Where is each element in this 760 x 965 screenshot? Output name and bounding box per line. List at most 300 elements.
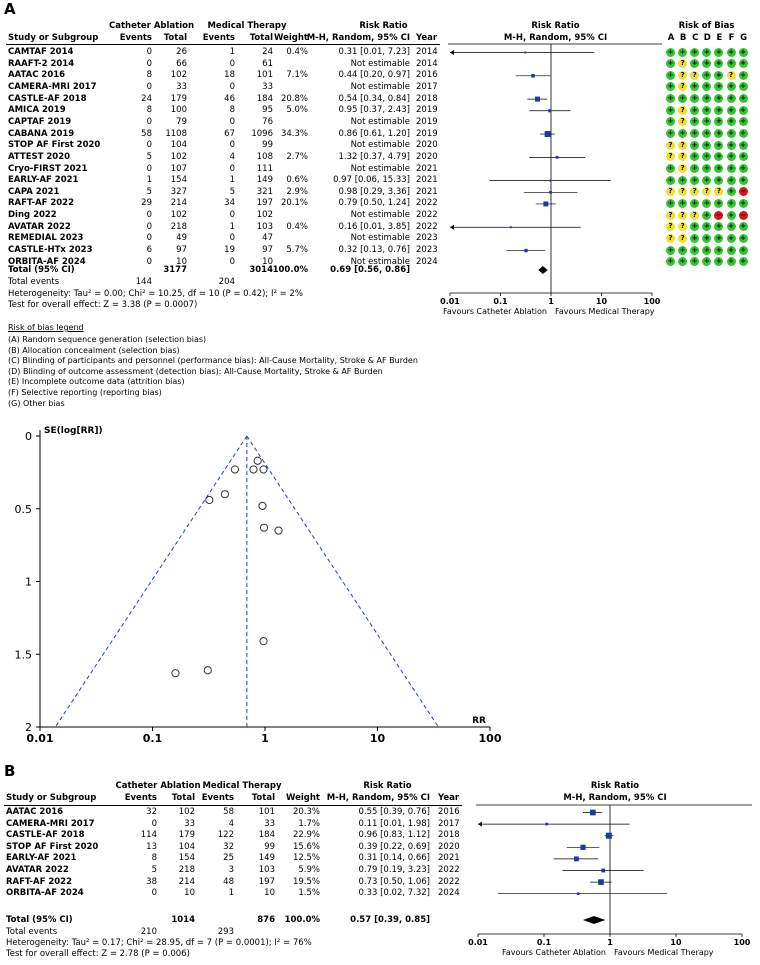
header-risk-of-bias: Risk of Bias (678, 21, 735, 31)
exp-total: 10 (176, 256, 187, 267)
weight: 5.0% (286, 105, 308, 116)
exp-events: 0 (146, 58, 152, 69)
risk-ratio-ci: Not estimable (350, 116, 410, 127)
col-year: Year (416, 33, 438, 43)
rob-unclear-risk-dot: ? (690, 71, 699, 80)
exp-total: 102 (170, 151, 187, 162)
rob-low-risk-dot: + (728, 210, 734, 219)
pooled-diamond (583, 916, 605, 924)
risk-ratio-ci: Not estimable (350, 81, 410, 92)
study-name: CASTLE-HTx 2023 (8, 245, 93, 256)
rob-low-risk-dot: + (715, 47, 722, 56)
risk-ratio-ci: Not estimable (350, 140, 410, 151)
header-b-risk-ratio-plot: Risk Ratio (590, 781, 640, 791)
rob-low-risk-dot: + (691, 233, 698, 242)
rob-low-risk-dot: + (691, 129, 698, 138)
rob-low-risk-dot: + (728, 59, 734, 68)
ctrl-events: 0 (229, 140, 235, 151)
ci-arrow (450, 50, 454, 55)
study-point (590, 810, 596, 816)
rob-low-risk-dot: + (728, 129, 734, 138)
ctrl-total: 10 (264, 888, 275, 899)
rob-low-risk-dot: + (703, 94, 710, 103)
ctrl-events: 1 (229, 175, 235, 186)
rob-low-risk-dot: + (740, 105, 747, 114)
year: 2019 (416, 128, 438, 139)
ctrl-events: 0 (229, 233, 235, 244)
risk-ratio-ci: 0.98 [0.29, 3.36] (338, 186, 410, 197)
ctrl-events: 67 (224, 128, 235, 139)
exp-total: 214 (170, 198, 187, 209)
ctrl-events: 8 (229, 105, 235, 116)
year: 2016 (416, 70, 438, 81)
rob-low-risk-dot: + (728, 245, 734, 254)
ctrl-total: 97 (262, 245, 273, 256)
weight: 0.4% (286, 221, 308, 232)
rob-low-risk-dot: + (740, 94, 747, 103)
year: 2023 (416, 233, 438, 244)
header-b-medical-therapy: Medical Therapy (202, 781, 282, 791)
study-name: CAMERA-MRI 2017 (8, 81, 97, 92)
forest-plot-a (0, 0, 760, 320)
exp-total: 179 (178, 830, 195, 841)
rob-low-risk-dot: + (703, 198, 710, 207)
rob-low-risk-dot: + (715, 117, 722, 126)
risk-ratio-ci: 0.31 [0.14, 0.66] (358, 853, 430, 864)
rob-low-risk-dot: + (715, 105, 722, 114)
study-point (549, 191, 552, 194)
ctrl-events: 58 (223, 807, 234, 817)
study-name: EARLY-AF 2021 (6, 853, 77, 864)
funnel-plot (0, 420, 520, 745)
study-name: EARLY-AF 2021 (8, 175, 79, 186)
ctrl-total: 149 (256, 175, 273, 186)
rob-low-risk-dot: + (715, 129, 722, 138)
total-events-e1-a: 144 (135, 277, 152, 287)
favours-left-label: Favours Catheter Ablation (443, 307, 547, 316)
year: 2023 (416, 245, 438, 256)
col-b-exp-events: Events (124, 793, 157, 803)
exp-events: 0 (146, 47, 152, 57)
ctrl-total: 47 (262, 233, 273, 244)
rob-letter: D (703, 33, 711, 43)
exp-events: 8 (151, 853, 157, 864)
weight: 1.5% (298, 888, 320, 899)
rob-unclear-risk-dot: ? (666, 187, 675, 196)
exp-events: 32 (146, 807, 157, 817)
study-name: STOP AF First 2020 (8, 140, 101, 151)
exp-events: 8 (146, 70, 152, 81)
rob-legend-item: (A) Random sequence generation (selection bias) (8, 335, 207, 344)
study-name: ORBITA-AF 2024 (8, 256, 86, 267)
x-tick-label: 100 (478, 732, 502, 745)
ci-arrow (478, 822, 482, 827)
rob-low-risk-dot: + (703, 245, 710, 254)
rob-letter: E (716, 33, 723, 43)
risk-ratio-ci: 0.97 [0.06, 15.33] (333, 175, 410, 186)
ctrl-total: 95 (262, 105, 273, 116)
risk-ratio-ci: 0.73 [0.50, 1.06] (358, 876, 430, 887)
exp-events: 0 (146, 221, 152, 232)
exp-total: 327 (170, 186, 187, 197)
col-b-study: Study or Subgroup (6, 793, 97, 803)
weight: 5.9% (298, 865, 320, 875)
overall-effect-a: Test for overall effect: Z = 3.38 (P = 0.0007) (8, 300, 198, 310)
total-ci-a: 0.69 [0.56, 0.86] (330, 265, 410, 275)
rob-low-risk-dot: + (679, 198, 686, 207)
study-name: CABANA 2019 (8, 128, 75, 139)
exp-total: 104 (178, 841, 195, 852)
rob-legend-title: Risk of bias legend (8, 323, 84, 332)
weight: 12.5% (292, 853, 320, 864)
study-name: CASTLE-AF 2018 (8, 93, 87, 104)
risk-ratio-ci: 0.32 [0.13, 0.76] (338, 245, 410, 256)
total-label-a: Total (95% CI) (8, 265, 75, 275)
ctrl-total: 321 (256, 186, 273, 197)
rob-low-risk-dot: + (691, 152, 698, 161)
rob-legend-list (8, 335, 648, 409)
rob-low-risk-dot: + (740, 257, 747, 266)
rob-legend-item: (G) Other bias (8, 398, 65, 408)
rob-low-risk-dot: + (740, 245, 747, 254)
col-b-ctrl-total: Total (251, 793, 275, 803)
year: 2021 (416, 163, 438, 174)
study-name: ATTEST 2020 (8, 151, 71, 162)
ctrl-total: 108 (256, 151, 273, 162)
weight: 1.7% (298, 818, 320, 829)
rob-legend-item: (D) Blinding of outcome assessment (detection bias): All-Cause Mortality, Stroke & AF Burden (8, 366, 383, 376)
forest-plot-b-svg (462, 800, 758, 965)
exp-events: 0 (146, 116, 152, 127)
rob-low-risk-dot: + (703, 152, 710, 161)
exp-events: 13 (146, 841, 157, 852)
x-tick-label: 1 (261, 732, 269, 745)
x-tick-label: 0.01 (440, 297, 460, 306)
exp-events: 0 (146, 81, 152, 92)
rob-low-risk-dot: + (728, 164, 734, 172)
rob-low-risk-dot: + (703, 105, 710, 114)
study-name: Ding 2022 (8, 210, 57, 221)
rob-low-risk-dot: + (715, 82, 722, 91)
rob-low-risk-dot: + (728, 175, 734, 184)
rob-low-risk-dot: + (740, 152, 747, 161)
exp-events: 0 (146, 163, 152, 174)
risk-ratio-ci: Not estimable (350, 210, 410, 221)
funnel-right-limit (247, 436, 439, 727)
study-point (556, 156, 559, 159)
rob-low-risk-dot: + (703, 82, 710, 91)
ctrl-events: 122 (217, 830, 234, 841)
favours-right-label: Favours Medical Therapy (555, 307, 655, 316)
heterogeneity-a: Heterogeneity: Tau² = 0.00; Chi² = 10.25, df = 10 (P = 0.42); I² = 2% (8, 289, 303, 299)
year: 2021 (416, 175, 438, 186)
exp-total: 102 (170, 70, 187, 81)
rob-low-risk-dot: + (703, 70, 710, 79)
rob-low-risk-dot: + (679, 245, 686, 254)
col-study: Study or Subgroup (8, 33, 99, 43)
study-name: RAFT-AF 2022 (8, 198, 75, 209)
year: 2022 (416, 198, 438, 209)
rob-low-risk-dot: + (667, 59, 674, 68)
ctrl-total: 99 (264, 841, 275, 852)
rob-low-risk-dot: + (740, 198, 747, 207)
ctrl-total: 10 (262, 256, 273, 267)
weight: 15.6% (292, 841, 320, 852)
weight: 20.3% (292, 807, 320, 817)
year: 2020 (416, 151, 438, 162)
exp-events: 0 (151, 818, 157, 829)
ctrl-total: 102 (256, 210, 273, 221)
rob-low-risk-dot: + (691, 105, 698, 114)
rob-low-risk-dot: + (715, 59, 722, 68)
rob-low-risk-dot: + (703, 175, 710, 184)
total-events-label-b: Total events (6, 927, 58, 937)
year: 2019 (416, 105, 438, 116)
panel-b-label: B (4, 762, 16, 780)
rob-low-risk-dot: + (703, 233, 710, 242)
rob-low-risk-dot: + (703, 257, 710, 266)
year: 2020 (416, 140, 438, 151)
ctrl-total: 1096 (251, 128, 273, 139)
study-point (231, 466, 238, 473)
exp-events: 6 (146, 245, 152, 256)
year: 2014 (416, 58, 438, 69)
rob-low-risk-dot: + (728, 152, 734, 161)
year: 2017 (416, 81, 438, 92)
ctrl-total: 33 (264, 818, 275, 829)
rob-low-risk-dot: + (679, 175, 686, 184)
rob-low-risk-dot: + (691, 164, 698, 172)
rob-low-risk-dot: + (715, 94, 722, 103)
rob-unclear-risk-dot: ? (702, 187, 711, 196)
risk-ratio-ci: 0.79 [0.19, 3.23] (358, 865, 430, 875)
risk-ratio-ci: 0.33 [0.02, 7.32] (358, 888, 430, 899)
year: 2021 (416, 186, 438, 197)
year: 2017 (438, 818, 460, 829)
study-name: AATAC 2016 (6, 807, 64, 817)
rob-letter: B (679, 33, 687, 43)
weight: 2.9% (286, 186, 308, 197)
rob-letter: G (740, 33, 748, 43)
panel-a-label: A (4, 0, 16, 18)
study-point (549, 180, 551, 182)
rob-high-risk-dot: − (715, 210, 722, 219)
study-point (275, 527, 282, 534)
rob-low-risk-dot: + (691, 94, 698, 103)
col-b-year: Year (438, 793, 460, 803)
exp-total: 218 (178, 865, 195, 875)
ctrl-total: 76 (262, 116, 273, 127)
year: 2024 (416, 256, 438, 267)
x-tick-label: 1 (548, 297, 554, 306)
weight: 0.6% (286, 175, 308, 186)
x-tick-label: 0.1 (493, 297, 508, 306)
exp-total: 102 (178, 807, 195, 817)
col-b-plot-sub: M-H, Random, 95% CI (563, 793, 667, 803)
exp-events: 0 (146, 233, 152, 244)
study-name: CAPA 2021 (8, 186, 60, 197)
risk-ratio-ci: 0.96 [0.83, 1.12] (358, 830, 430, 841)
risk-ratio-ci: 0.39 [0.22, 0.69] (358, 841, 430, 852)
y-tick-label: 1.5 (14, 648, 32, 662)
ctrl-total: 103 (258, 865, 275, 875)
rob-low-risk-dot: + (728, 47, 734, 56)
x-tick-label: 0.1 (536, 938, 552, 947)
rob-low-risk-dot: + (691, 257, 698, 266)
ctrl-events: 32 (223, 841, 234, 852)
exp-total: 79 (176, 116, 187, 127)
year: 2019 (416, 116, 438, 127)
rob-low-risk-dot: + (703, 129, 710, 138)
ctrl-events: 0 (229, 81, 235, 92)
ctrl-total: 184 (258, 830, 275, 841)
exp-total: 154 (170, 175, 187, 186)
weight: 20.1% (280, 198, 308, 209)
exp-events: 1 (146, 175, 152, 186)
rob-low-risk-dot: + (715, 140, 722, 149)
weight: 34.3% (280, 128, 308, 139)
rob-unclear-risk-dot: ? (666, 222, 675, 231)
rob-low-risk-dot: + (728, 257, 734, 266)
favours-right-label: Favours Medical Therapy (614, 948, 714, 957)
exp-total: 26 (176, 47, 187, 57)
rob-low-risk-dot: + (667, 129, 674, 138)
year: 2020 (438, 841, 460, 852)
favours-left-label: Favours Catheter Ablation (502, 948, 606, 957)
col-b-weight: Weight (286, 793, 320, 803)
study-point (606, 833, 612, 839)
exp-total: 49 (176, 233, 187, 244)
col-b-ci: M-H, Random, 95% CI (326, 793, 430, 803)
study-name: AATAC 2016 (8, 70, 66, 81)
exp-events: 38 (146, 876, 157, 887)
weight: 5.7% (286, 245, 308, 256)
rob-low-risk-dot: + (740, 140, 747, 149)
risk-ratio-ci: Not estimable (350, 58, 410, 69)
col-ci: M-H, Random, 95% CI (306, 33, 410, 43)
col-ctrl-events: Events (202, 33, 235, 43)
ctrl-events: 0 (229, 256, 235, 267)
rob-unclear-risk-dot: ? (678, 211, 687, 220)
rob-low-risk-dot: + (667, 257, 674, 266)
col-exp-total: Total (163, 33, 187, 43)
rob-low-risk-dot: + (740, 59, 747, 68)
x-tick-label: 10 (369, 732, 386, 745)
exp-total: 107 (170, 163, 187, 174)
study-name: AVATAR 2022 (8, 221, 71, 232)
exp-total: 100 (170, 105, 187, 116)
x-tick-label: 0.01 (468, 938, 488, 947)
exp-events: 114 (140, 830, 157, 841)
exp-total: 10 (184, 888, 195, 899)
ctrl-total: 101 (256, 70, 273, 81)
y-tick-label: 2 (25, 721, 32, 734)
rob-low-risk-dot: + (703, 210, 710, 219)
study-point (535, 97, 540, 102)
rob-low-risk-dot: + (691, 47, 698, 56)
x-tick-label: 10 (670, 938, 682, 947)
study-point (580, 845, 585, 850)
study-point (260, 524, 267, 531)
header-catheter-ablation: Catheter Ablation (108, 21, 194, 31)
y-tick-label: 1 (25, 575, 32, 589)
rob-legend-item: (C) Blinding of participants and personnel (performance bias): All-Cause Mortality, Stroke & AF Burden (8, 356, 418, 366)
exp-events: 0 (146, 210, 152, 221)
rob-low-risk-dot: + (703, 164, 710, 172)
rob-low-risk-dot: + (740, 70, 747, 79)
rob-low-risk-dot: + (667, 82, 674, 91)
rob-low-risk-dot: + (740, 233, 747, 242)
rob-letter: C (692, 33, 699, 43)
rob-low-risk-dot: + (728, 117, 734, 126)
rob-low-risk-dot: + (740, 47, 747, 56)
exp-events: 0 (146, 140, 152, 151)
exp-total: 104 (170, 140, 187, 151)
rob-unclear-risk-dot: ? (678, 82, 687, 91)
rob-unclear-risk-dot: ? (678, 234, 687, 243)
weight: 19.5% (292, 876, 320, 887)
rob-low-risk-dot: + (715, 222, 722, 231)
ctrl-events: 18 (224, 70, 235, 81)
heterogeneity-b: Heterogeneity: Tau² = 0.17; Chi² = 28.95, df = 7 (P = 0.0001); I² = 76% (6, 938, 312, 948)
total-events-e2-b: 293 (217, 927, 234, 937)
year: 2018 (416, 93, 438, 104)
study-point (577, 892, 580, 895)
rob-low-risk-dot: + (728, 82, 734, 91)
exp-events: 58 (141, 128, 152, 139)
study-point (204, 667, 211, 674)
y-tick-label: 0.5 (14, 502, 32, 516)
exp-events: 5 (146, 186, 152, 197)
rob-low-risk-dot: + (715, 164, 722, 172)
total-weight-a: 100.0% (272, 265, 308, 275)
total-events-label-a: Total events (8, 277, 60, 287)
x-tick-label: 100 (733, 938, 751, 947)
rob-low-risk-dot: + (740, 222, 747, 231)
rob-unclear-risk-dot: ? (690, 187, 699, 196)
total-n2-a: 3014 (249, 265, 273, 275)
ctrl-total: 197 (256, 198, 273, 209)
study-name: RAFT-AF 2022 (6, 876, 73, 887)
rob-low-risk-dot: + (740, 117, 747, 126)
x-tick-label: 10 (595, 297, 608, 306)
x-tick-label: 0.1 (142, 732, 163, 745)
rob-unclear-risk-dot: ? (666, 234, 675, 243)
rob-low-risk-dot: + (667, 94, 674, 103)
study-point (545, 131, 551, 137)
rob-unclear-risk-dot: ? (690, 211, 699, 220)
rob-low-risk-dot: + (715, 245, 722, 254)
rob-low-risk-dot: + (715, 70, 722, 79)
exp-total: 218 (170, 221, 187, 232)
ctrl-events: 1 (229, 221, 235, 232)
study-point (206, 496, 213, 503)
rob-unclear-risk-dot: ? (666, 211, 675, 220)
ctrl-total: 197 (258, 876, 275, 887)
rob-unclear-risk-dot: ? (666, 141, 675, 150)
total-label-b: Total (95% CI) (6, 915, 73, 925)
exp-total: 154 (178, 853, 195, 864)
exp-events: 29 (141, 198, 152, 209)
risk-ratio-ci: 0.86 [0.61, 1.20] (338, 128, 410, 139)
rob-low-risk-dot: + (728, 140, 734, 149)
rob-high-risk-dot: − (740, 187, 747, 196)
funnel-left-limit (55, 436, 247, 727)
year: 2024 (438, 888, 460, 899)
rob-low-risk-dot: + (667, 198, 674, 207)
ctrl-events: 1 (228, 888, 234, 899)
study-name: AVATAR 2022 (6, 865, 69, 875)
